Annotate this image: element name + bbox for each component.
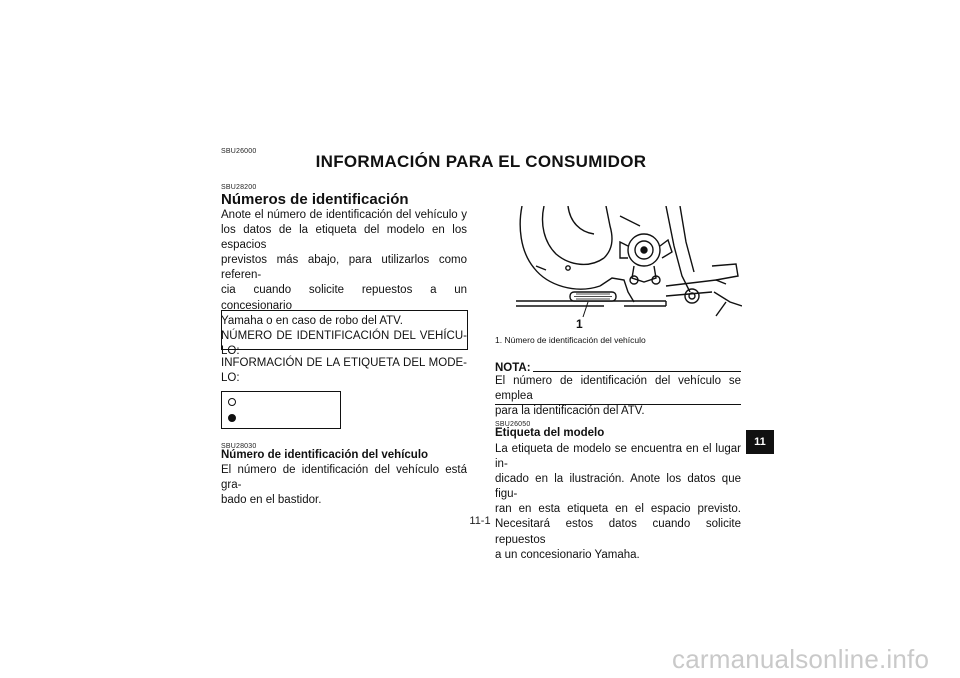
page-title: INFORMACIÓN PARA EL CONSUMIDOR (315, 152, 647, 171)
section-heading: Etiqueta del modelo (495, 427, 605, 439)
model-label-paragraph: La etiqueta de modelo se encuentra en el lugar in- dicado en la ilustración. Anote los datos que figu- ran en esta etiqueta en el espacio previsto. Necesitará estos datos cuando solicite repuestos a un concesionario Yamaha. (495, 443, 741, 561)
section-code: SBU26050 (495, 421, 531, 428)
figure-callout: 1 (576, 317, 583, 331)
note-top-rule (533, 371, 741, 372)
model-label-text: INFORMACIÓN DE LA ETIQUETA DEL MODE- LO: (221, 357, 467, 385)
section-heading: Números de identificación (221, 191, 409, 208)
section-code: SBU28030 (221, 443, 257, 450)
section-code: SBU28200 (221, 184, 257, 191)
note-label: NOTA: (495, 362, 531, 374)
chapter-tab[interactable]: 11 (746, 430, 774, 454)
vehicle-frame-drawing (516, 206, 742, 330)
frame-illustration (516, 206, 742, 330)
vin-entry-box[interactable] (221, 310, 468, 350)
filled-circle-icon (228, 414, 236, 422)
page-number: 11-1 (469, 515, 491, 527)
figure-caption: 1. Número de identificación del vehículo (495, 335, 646, 345)
note-bottom-rule (495, 404, 741, 405)
section-code: SBU26000 (221, 148, 257, 155)
open-circle-icon (228, 398, 236, 406)
vin-paragraph: El número de identificación del vehículo está gra- bado en el bastidor. (221, 464, 467, 507)
model-label-entry-box[interactable] (221, 391, 341, 429)
intro-paragraph: Anote el número de identificación del vehículo y los datos de la etiqueta del modelo en los espacios previstos más abajo, para utilizarlos como referen- cia cuando solicite repuestos a un concesionario Yamaha o en caso de robo del ATV. NÚMERO DE IDENTIFICACIÓN DEL VEHÍCU- LO: (221, 209, 467, 357)
section-heading: Número de identificación del vehículo (221, 449, 429, 461)
watermark-text: carmanualsonline.info (672, 644, 930, 674)
note-text: El número de identificación del vehículo se emplea para la identificación del ATV. (495, 375, 741, 418)
